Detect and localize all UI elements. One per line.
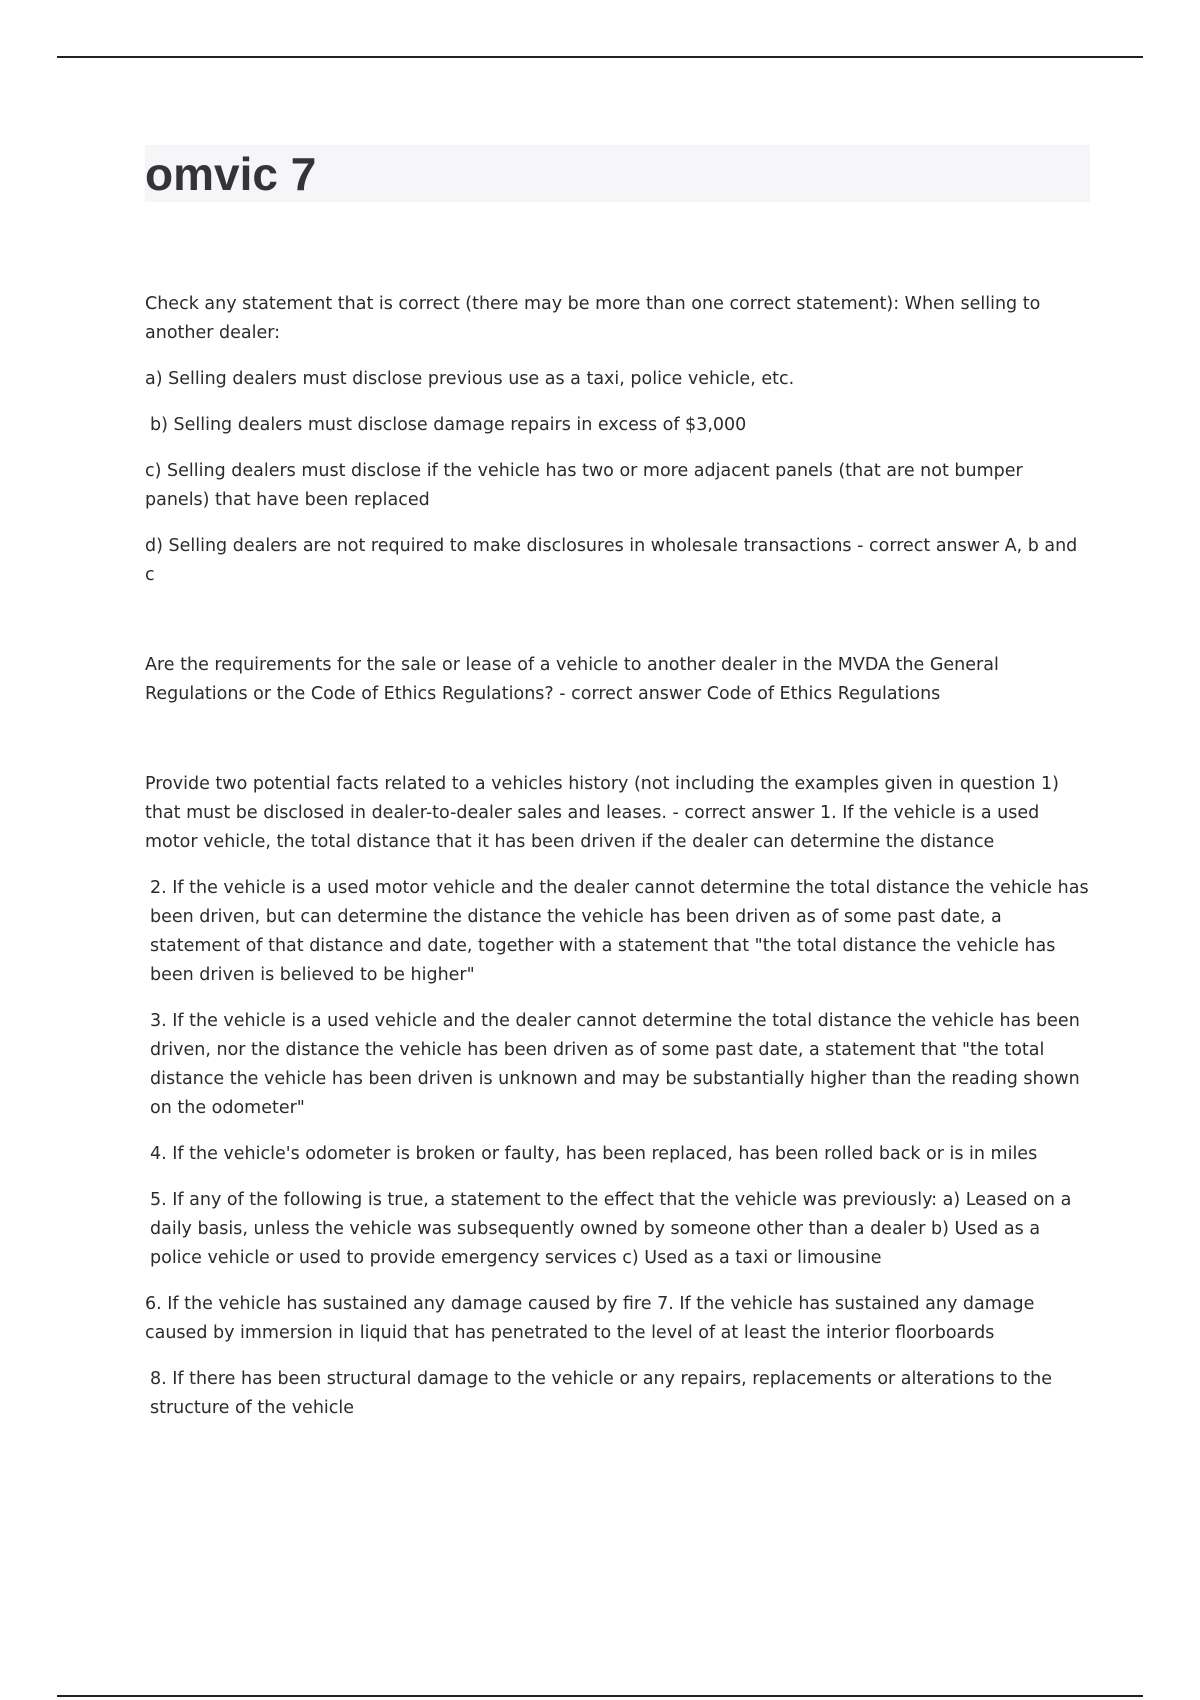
question-text: Check any statement that is correct (there may be more than one correct statement): When selling to another dealer: bbox=[145, 294, 1041, 343]
answer-option-a: a) Selling dealers must disclose previous use as a taxi, police vehicle, etc. bbox=[145, 369, 795, 389]
document-body bbox=[145, 290, 1090, 1440]
title-banner bbox=[145, 145, 1090, 202]
answer-item-5: 5. If any of the following is true, a statement to the effect that the vehicle was previously: a) Leased on a daily basis, unless the vehicle was subsequently owned by someone other than a dealer b) Used as a police vehicle or used to provide emergency services c) Used as a taxi or limousine bbox=[150, 1190, 1072, 1268]
answer-option-d: d) Selling dealers are not required to make disclosures in wholesale transactions - correct answer A, b and c bbox=[145, 536, 1078, 585]
section-spacer bbox=[145, 726, 1090, 770]
answer-item-3: 3. If the vehicle is a used vehicle and the dealer cannot determine the total distance the vehicle has been driven, nor the distance the vehicle has been driven as of some past date, a statement that "the total distance the vehicle has been driven is unknown and may be substantially higher than the reading shown on the odometer" bbox=[150, 1011, 1080, 1118]
question-block-1 bbox=[145, 290, 1090, 590]
answer-item-8: 8. If there has been structural damage to the vehicle or any repairs, replacements or alterations to the structure of the vehicle bbox=[150, 1369, 1052, 1418]
question-text: Are the requirements for the sale or lease of a vehicle to another dealer in the MVDA the General Regulations or the Code of Ethics Regulations? - correct answer Code of Ethics Regulations bbox=[145, 655, 999, 704]
question-text: Provide two potential facts related to a vehicles history (not including the examples given in question 1) that must be disclosed in dealer-to-dealer sales and leases. - correct answer 1. If the vehicle is a used motor vehicle, the total distance that it has been driven if the dealer can determine the distance bbox=[145, 774, 1059, 852]
bottom-divider bbox=[57, 1695, 1143, 1697]
answer-option-c: c) Selling dealers must disclose if the vehicle has two or more adjacent panels (that are not bumper panels) that have been replaced bbox=[145, 461, 1023, 510]
question-block-2 bbox=[145, 651, 1090, 709]
page-title: omvic 7 bbox=[145, 148, 317, 200]
answer-option-b: b) Selling dealers must disclose damage repairs in excess of $3,000 bbox=[150, 415, 747, 435]
answer-item-6-7: 6. If the vehicle has sustained any damage caused by fire 7. If the vehicle has sustained any damage caused by immersion in liquid that has penetrated to the level of at least the interior floorboards bbox=[145, 1294, 1035, 1343]
top-divider bbox=[57, 56, 1143, 58]
answer-item-2: 2. If the vehicle is a used motor vehicle and the dealer cannot determine the total distance the vehicle has been driven, but can determine the distance the vehicle has been driven as of some past date, a statement of that distance and date, together with a statement that "the total distance the vehicle has been driven is believed to be higher" bbox=[150, 878, 1089, 985]
answer-item-4: 4. If the vehicle's odometer is broken or faulty, has been replaced, has been rolled back or is in miles bbox=[150, 1144, 1038, 1164]
section-spacer bbox=[145, 607, 1090, 651]
question-block-3 bbox=[145, 770, 1090, 1423]
